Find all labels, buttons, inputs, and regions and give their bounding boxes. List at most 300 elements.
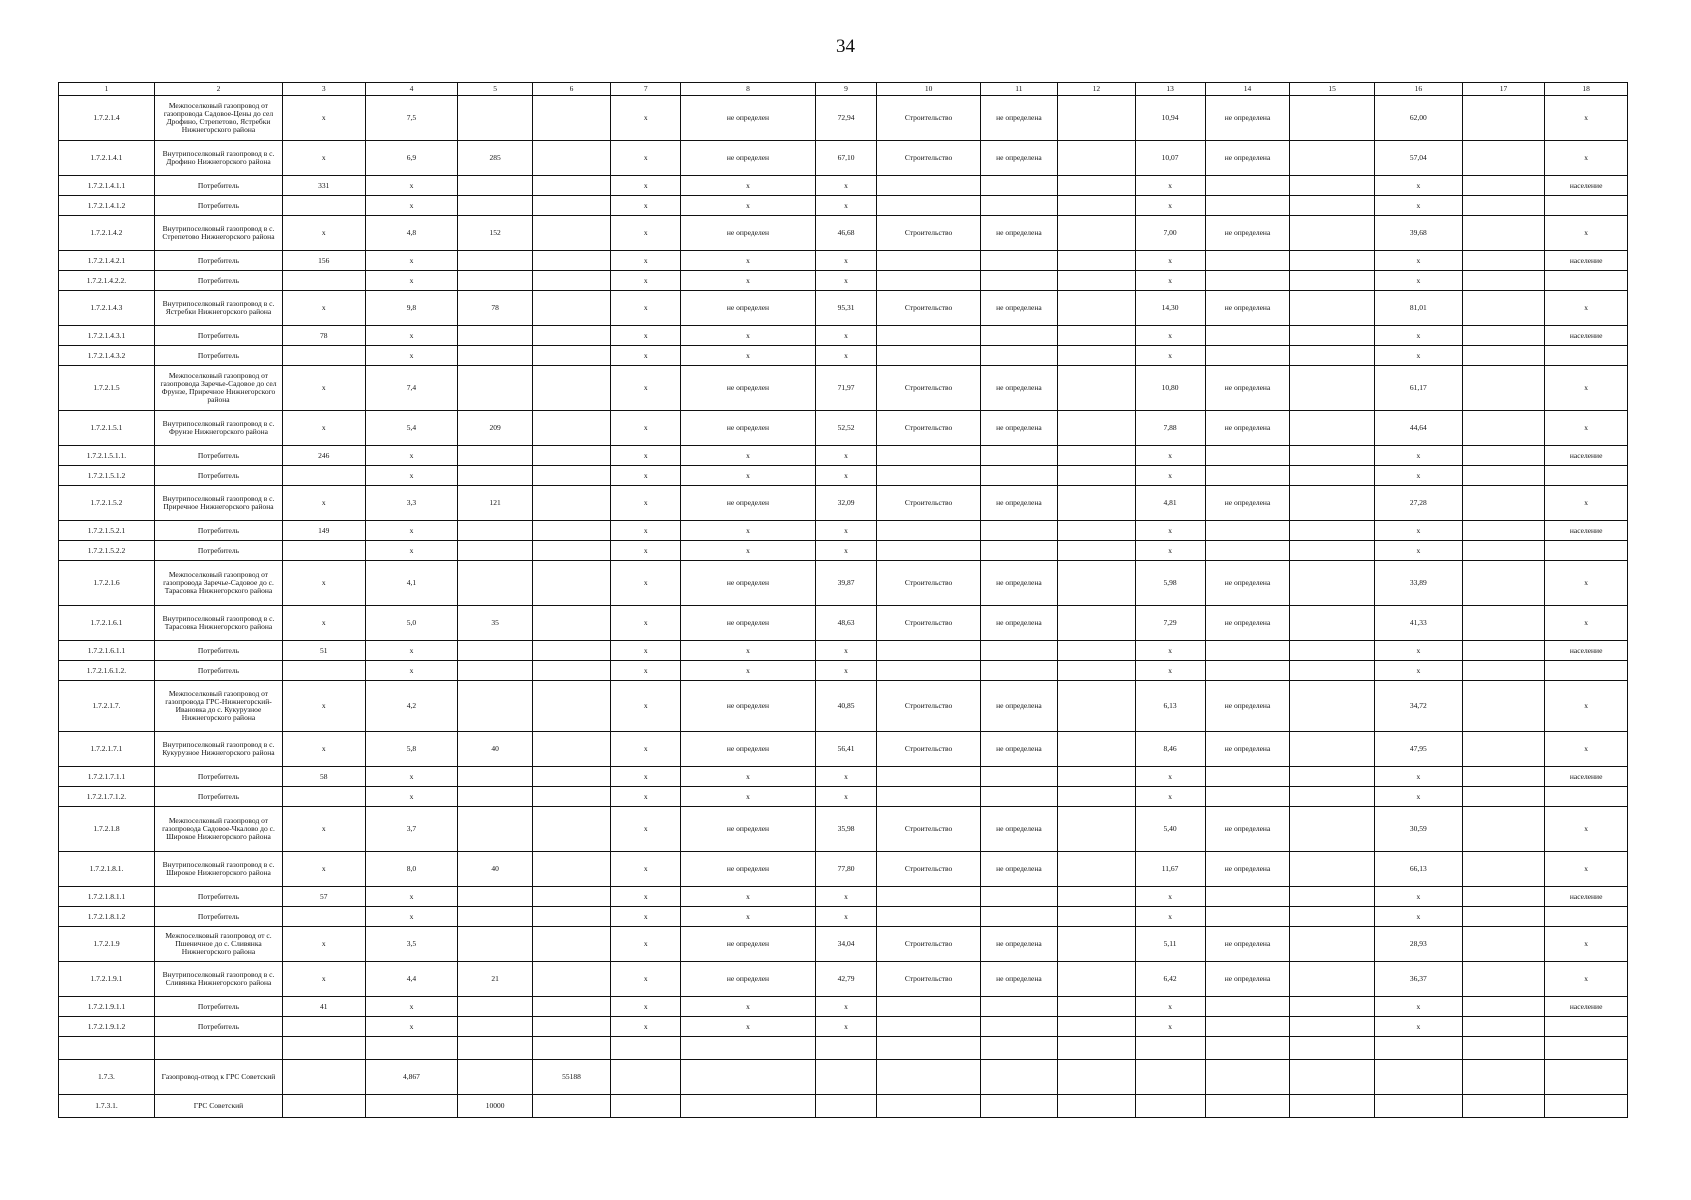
table-cell [1290, 176, 1375, 196]
table-cell: x [611, 271, 681, 291]
table-cell: x [611, 446, 681, 466]
table-cell: x [365, 997, 458, 1017]
table-cell [282, 1037, 365, 1060]
table-cell: не определена [980, 927, 1057, 962]
table-cell [1058, 997, 1135, 1017]
table-cell [1290, 446, 1375, 466]
table-cell: x [611, 486, 681, 521]
table-cell: 41,33 [1374, 606, 1462, 641]
table-cell: x [1135, 907, 1205, 927]
table-cell: не определена [1205, 561, 1290, 606]
table-cell: x [365, 251, 458, 271]
table-cell [1462, 641, 1545, 661]
table-cell: x [365, 446, 458, 466]
table-cell: x [611, 661, 681, 681]
table-cell: население [1545, 446, 1628, 466]
table-cell: население [1545, 887, 1628, 907]
table-cell: x [611, 251, 681, 271]
table-cell [532, 787, 610, 807]
table-cell [1545, 1060, 1628, 1095]
table-cell [1290, 326, 1375, 346]
table-cell [532, 176, 610, 196]
table-cell [1462, 251, 1545, 271]
table-cell: 4,2 [365, 681, 458, 732]
table-cell: x [282, 96, 365, 141]
table-cell: 1.7.2.1.5.1.2 [59, 466, 155, 486]
table-cell: 1.7.2.1.5.2 [59, 486, 155, 521]
table-cell: 1.7.2.1.4.3 [59, 291, 155, 326]
table-cell [532, 251, 610, 271]
table-cell: 1.7.2.1.4.1.1 [59, 176, 155, 196]
table-cell [980, 271, 1057, 291]
table-cell: не определен [681, 141, 815, 176]
table-row [59, 521, 1628, 541]
table-cell: x [1545, 141, 1628, 176]
table-cell [980, 176, 1057, 196]
table-cell: 1.7.2.1.5.1 [59, 411, 155, 446]
table-cell: не определена [1205, 291, 1290, 326]
table-cell: не определен [681, 561, 815, 606]
table-cell: x [681, 641, 815, 661]
table-cell: Межпоселковый газопровод от газопровода Заречье-Садовое до с. Тарасовка Нижнегорского района [154, 561, 282, 606]
table-cell: не определена [1205, 681, 1290, 732]
table-cell: x [611, 807, 681, 852]
table-row [59, 681, 1628, 732]
table-cell [1290, 681, 1375, 732]
table-cell [1290, 96, 1375, 141]
table-cell: x [1135, 641, 1205, 661]
table-cell: не определен [681, 366, 815, 411]
table-row [59, 561, 1628, 606]
table-cell: население [1545, 521, 1628, 541]
table-cell: 209 [458, 411, 532, 446]
table-cell: 149 [282, 521, 365, 541]
table-cell [458, 661, 532, 681]
table-cell: Внутрипоселковый газопровод в с. Ястребки Нижнегорского района [154, 291, 282, 326]
column-header: 1 [59, 83, 155, 96]
table-cell: x [815, 767, 877, 787]
table-cell [458, 366, 532, 411]
table-cell: 7,88 [1135, 411, 1205, 446]
table-cell: Межпоселковый газопровод от с. Пшеничное до с. Сливянка Нижнегорского района [154, 927, 282, 962]
table-cell [458, 1017, 532, 1037]
table-cell: x [611, 907, 681, 927]
table-row [59, 807, 1628, 852]
table-cell: 1.7.2.1.4.1.2 [59, 196, 155, 216]
table-cell [1462, 887, 1545, 907]
table-cell [532, 907, 610, 927]
table-cell [1462, 521, 1545, 541]
table-cell: 331 [282, 176, 365, 196]
table-cell: 6,9 [365, 141, 458, 176]
table-cell: Строительство [877, 852, 980, 887]
table-cell [458, 251, 532, 271]
table-cell [1462, 907, 1545, 927]
table-cell: 21 [458, 962, 532, 997]
table-cell [1205, 641, 1290, 661]
table-cell: x [1374, 787, 1462, 807]
table-cell: Потребитель [154, 661, 282, 681]
table-cell: x [815, 346, 877, 366]
table-cell [1058, 466, 1135, 486]
table-cell [1205, 176, 1290, 196]
table-cell: Потребитель [154, 887, 282, 907]
table-cell: 152 [458, 216, 532, 251]
table-cell: Строительство [877, 561, 980, 606]
table-cell: x [1135, 661, 1205, 681]
table-cell: x [1545, 366, 1628, 411]
table-cell [1058, 486, 1135, 521]
table-cell: Межпоселковый газопровод от газопровода Садовое-Цены до сел Дрофино, Стрепетово, Ястребки Нижнегорского района [154, 96, 282, 141]
table-cell [1290, 641, 1375, 661]
table-cell: 1.7.2.1.9.1.1 [59, 997, 155, 1017]
table-cell: x [1135, 541, 1205, 561]
table-cell [154, 1037, 282, 1060]
table-cell [877, 1037, 980, 1060]
table-cell: x [365, 521, 458, 541]
table-row [59, 346, 1628, 366]
table-cell: 1.7.3. [59, 1060, 155, 1095]
table-cell [1462, 606, 1545, 641]
table-cell: Потребитель [154, 251, 282, 271]
table-cell [458, 196, 532, 216]
table-cell: не определен [681, 807, 815, 852]
table-cell [458, 767, 532, 787]
table-cell: x [681, 787, 815, 807]
table-cell: 1.7.2.1.7.1 [59, 732, 155, 767]
table-row [59, 606, 1628, 641]
table-cell [980, 1095, 1057, 1118]
table-cell: x [611, 787, 681, 807]
table-cell [1290, 767, 1375, 787]
table-cell: Внутрипоселковый газопровод в с. Сливянка Нижнегорского района [154, 962, 282, 997]
column-header: 16 [1374, 83, 1462, 96]
column-header: 9 [815, 83, 877, 96]
table-cell: не определена [980, 96, 1057, 141]
column-header: 10 [877, 83, 980, 96]
table-cell: Потребитель [154, 767, 282, 787]
table-cell: x [1135, 997, 1205, 1017]
table-cell: x [1374, 251, 1462, 271]
column-header: 14 [1205, 83, 1290, 96]
table-cell [1462, 852, 1545, 887]
table-cell [1205, 907, 1290, 927]
table-cell: x [815, 641, 877, 661]
table-cell [1058, 251, 1135, 271]
table-cell [877, 641, 980, 661]
table-cell: x [815, 787, 877, 807]
table-cell [1290, 291, 1375, 326]
table-cell [1462, 1060, 1545, 1095]
table-cell [1058, 732, 1135, 767]
table-cell: x [1545, 606, 1628, 641]
table-cell: x [1135, 196, 1205, 216]
table-cell [1462, 271, 1545, 291]
table-cell [1058, 962, 1135, 997]
table-cell [1058, 411, 1135, 446]
table-cell: не определена [980, 606, 1057, 641]
table-cell [1058, 216, 1135, 251]
table-cell: x [611, 641, 681, 661]
table-cell: x [681, 997, 815, 1017]
table-cell: 1.7.2.1.8 [59, 807, 155, 852]
table-cell [1290, 606, 1375, 641]
column-header: 12 [1058, 83, 1135, 96]
table-cell: не определена [980, 411, 1057, 446]
table-cell: x [282, 852, 365, 887]
table-cell [1462, 561, 1545, 606]
table-cell: x [365, 271, 458, 291]
table-cell [1205, 346, 1290, 366]
table-cell [1290, 962, 1375, 997]
table-cell: 7,5 [365, 96, 458, 141]
table-cell [1290, 997, 1375, 1017]
table-cell [458, 787, 532, 807]
table-cell: 46,68 [815, 216, 877, 251]
table-cell [1205, 446, 1290, 466]
table-cell: Внутрипоселковый газопровод в с. Дрофино Нижнегорского района [154, 141, 282, 176]
table-cell [1290, 927, 1375, 962]
table-cell [282, 1060, 365, 1095]
table-cell [877, 661, 980, 681]
table-cell: x [1545, 561, 1628, 606]
table-cell [1290, 366, 1375, 411]
table-cell: x [1135, 446, 1205, 466]
table-cell: x [681, 271, 815, 291]
table-cell [1545, 1095, 1628, 1118]
table-cell: x [815, 271, 877, 291]
table-cell: x [1545, 216, 1628, 251]
table-cell: Строительство [877, 291, 980, 326]
table-cell [532, 887, 610, 907]
table-cell: x [611, 1017, 681, 1037]
table-cell: 10,80 [1135, 366, 1205, 411]
table-cell [877, 176, 980, 196]
table-cell: x [1545, 291, 1628, 326]
table-cell [1205, 466, 1290, 486]
table-cell [458, 466, 532, 486]
table-cell [1205, 541, 1290, 561]
table-cell: x [681, 346, 815, 366]
table-cell: x [611, 541, 681, 561]
table-cell: 5,4 [365, 411, 458, 446]
table-cell: x [1135, 887, 1205, 907]
table-cell [1290, 661, 1375, 681]
table-cell [1545, 1037, 1628, 1060]
table-cell: Внутрипоселковый газопровод в с. Широкое Нижнегорского района [154, 852, 282, 887]
table-cell: 4,1 [365, 561, 458, 606]
table-cell: 6,13 [1135, 681, 1205, 732]
table-row [59, 541, 1628, 561]
table-cell [1374, 1095, 1462, 1118]
table-cell [532, 466, 610, 486]
table-cell: Строительство [877, 141, 980, 176]
table-cell [1058, 521, 1135, 541]
table-cell [1058, 271, 1135, 291]
table-cell: x [611, 176, 681, 196]
table-cell [1290, 251, 1375, 271]
table-cell [1205, 787, 1290, 807]
table-cell [980, 1017, 1057, 1037]
table-cell: x [815, 521, 877, 541]
table-cell: Потребитель [154, 196, 282, 216]
table-cell: Строительство [877, 96, 980, 141]
table-cell: x [1135, 1017, 1205, 1037]
table-cell [980, 907, 1057, 927]
table-cell: x [365, 326, 458, 346]
table-cell: 30,59 [1374, 807, 1462, 852]
table-cell [1135, 1095, 1205, 1118]
table-cell [1374, 1037, 1462, 1060]
table-cell [877, 997, 980, 1017]
table-cell: x [681, 1017, 815, 1037]
table-cell: x [681, 887, 815, 907]
table-cell: 57 [282, 887, 365, 907]
table-cell: Внутрипоселковый газопровод в с. Тарасовка Нижнегорского района [154, 606, 282, 641]
table-cell [282, 907, 365, 927]
table-cell: 3,3 [365, 486, 458, 521]
table-cell: население [1545, 176, 1628, 196]
table-cell [1058, 661, 1135, 681]
table-cell: 5,98 [1135, 561, 1205, 606]
table-cell: не определен [681, 486, 815, 521]
table-cell: не определена [980, 807, 1057, 852]
table-cell: Строительство [877, 807, 980, 852]
table-cell: 8,46 [1135, 732, 1205, 767]
table-cell: 156 [282, 251, 365, 271]
table-cell: x [611, 997, 681, 1017]
table-row [59, 196, 1628, 216]
table-cell: Строительство [877, 411, 980, 446]
table-cell [980, 661, 1057, 681]
table-row [59, 641, 1628, 661]
table-cell [458, 521, 532, 541]
table-cell: не определена [980, 962, 1057, 997]
table-cell [532, 271, 610, 291]
table-cell [532, 196, 610, 216]
table-cell [458, 346, 532, 366]
table-cell [458, 887, 532, 907]
table-cell: не определена [1205, 486, 1290, 521]
table-cell [877, 326, 980, 346]
table-cell [877, 887, 980, 907]
table-cell: x [1374, 997, 1462, 1017]
table-cell [1205, 767, 1290, 787]
table-row [59, 732, 1628, 767]
table-cell: 39,87 [815, 561, 877, 606]
table-cell: не определена [1205, 606, 1290, 641]
table-cell [877, 466, 980, 486]
table-cell: x [1135, 176, 1205, 196]
table-cell [1058, 446, 1135, 466]
table-cell [282, 196, 365, 216]
table-cell [458, 641, 532, 661]
table-cell [282, 346, 365, 366]
table-cell: 1.7.2.1.4 [59, 96, 155, 141]
table-cell: не определен [681, 681, 815, 732]
table-cell: x [681, 446, 815, 466]
table-cell: 285 [458, 141, 532, 176]
table-row [59, 962, 1628, 997]
table-cell: x [681, 521, 815, 541]
table-cell: x [1135, 521, 1205, 541]
table-cell: x [611, 521, 681, 541]
table-cell: не определена [980, 486, 1057, 521]
table-cell: 56,41 [815, 732, 877, 767]
table-cell: 40 [458, 852, 532, 887]
table-cell: 1.7.2.1.6.1.1 [59, 641, 155, 661]
table-cell: 62,00 [1374, 96, 1462, 141]
table-cell: 1.7.2.1.6.1.2. [59, 661, 155, 681]
table-cell [877, 907, 980, 927]
table-cell: x [611, 96, 681, 141]
table-row [59, 887, 1628, 907]
table-cell: не определена [980, 852, 1057, 887]
table-cell [980, 1060, 1057, 1095]
table-cell: 72,94 [815, 96, 877, 141]
table-cell: 78 [458, 291, 532, 326]
table-cell: не определена [1205, 807, 1290, 852]
table-cell [1462, 541, 1545, 561]
table-cell [532, 962, 610, 997]
table-cell [1290, 466, 1375, 486]
table-cell [282, 1017, 365, 1037]
table-cell: 7,29 [1135, 606, 1205, 641]
table-cell: x [1545, 96, 1628, 141]
table-cell [1205, 196, 1290, 216]
table-cell [532, 366, 610, 411]
table-cell: x [365, 887, 458, 907]
table-cell [1205, 1060, 1290, 1095]
table-cell [1290, 271, 1375, 291]
table-cell [1290, 141, 1375, 176]
table-cell [458, 176, 532, 196]
table-cell: x [1374, 641, 1462, 661]
table-cell [815, 1037, 877, 1060]
table-cell [877, 251, 980, 271]
table-cell: 33,89 [1374, 561, 1462, 606]
table-cell: x [815, 661, 877, 681]
table-cell: x [1374, 326, 1462, 346]
table-cell [877, 1095, 980, 1118]
table-cell: x [282, 486, 365, 521]
table-row [59, 661, 1628, 681]
table-cell: не определена [1205, 411, 1290, 446]
table-cell: Строительство [877, 681, 980, 732]
table-cell: не определен [681, 96, 815, 141]
table-cell [980, 767, 1057, 787]
table-cell [1462, 807, 1545, 852]
table-cell: 34,04 [815, 927, 877, 962]
table-cell: x [1545, 927, 1628, 962]
table-cell: Внутрипоселковый газопровод в с. Кукурузное Нижнегорского района [154, 732, 282, 767]
table-cell: x [815, 196, 877, 216]
table-cell: x [1135, 787, 1205, 807]
table-cell [1058, 641, 1135, 661]
table-cell [877, 541, 980, 561]
table-cell: x [681, 541, 815, 561]
table-cell: 8,0 [365, 852, 458, 887]
table-cell: x [282, 141, 365, 176]
data-table [58, 82, 1628, 1118]
table-cell [458, 1037, 532, 1060]
table-cell: x [611, 887, 681, 907]
table-row [59, 411, 1628, 446]
table-cell [1290, 346, 1375, 366]
column-header: 11 [980, 83, 1057, 96]
table-cell: x [815, 176, 877, 196]
table-cell [532, 291, 610, 326]
